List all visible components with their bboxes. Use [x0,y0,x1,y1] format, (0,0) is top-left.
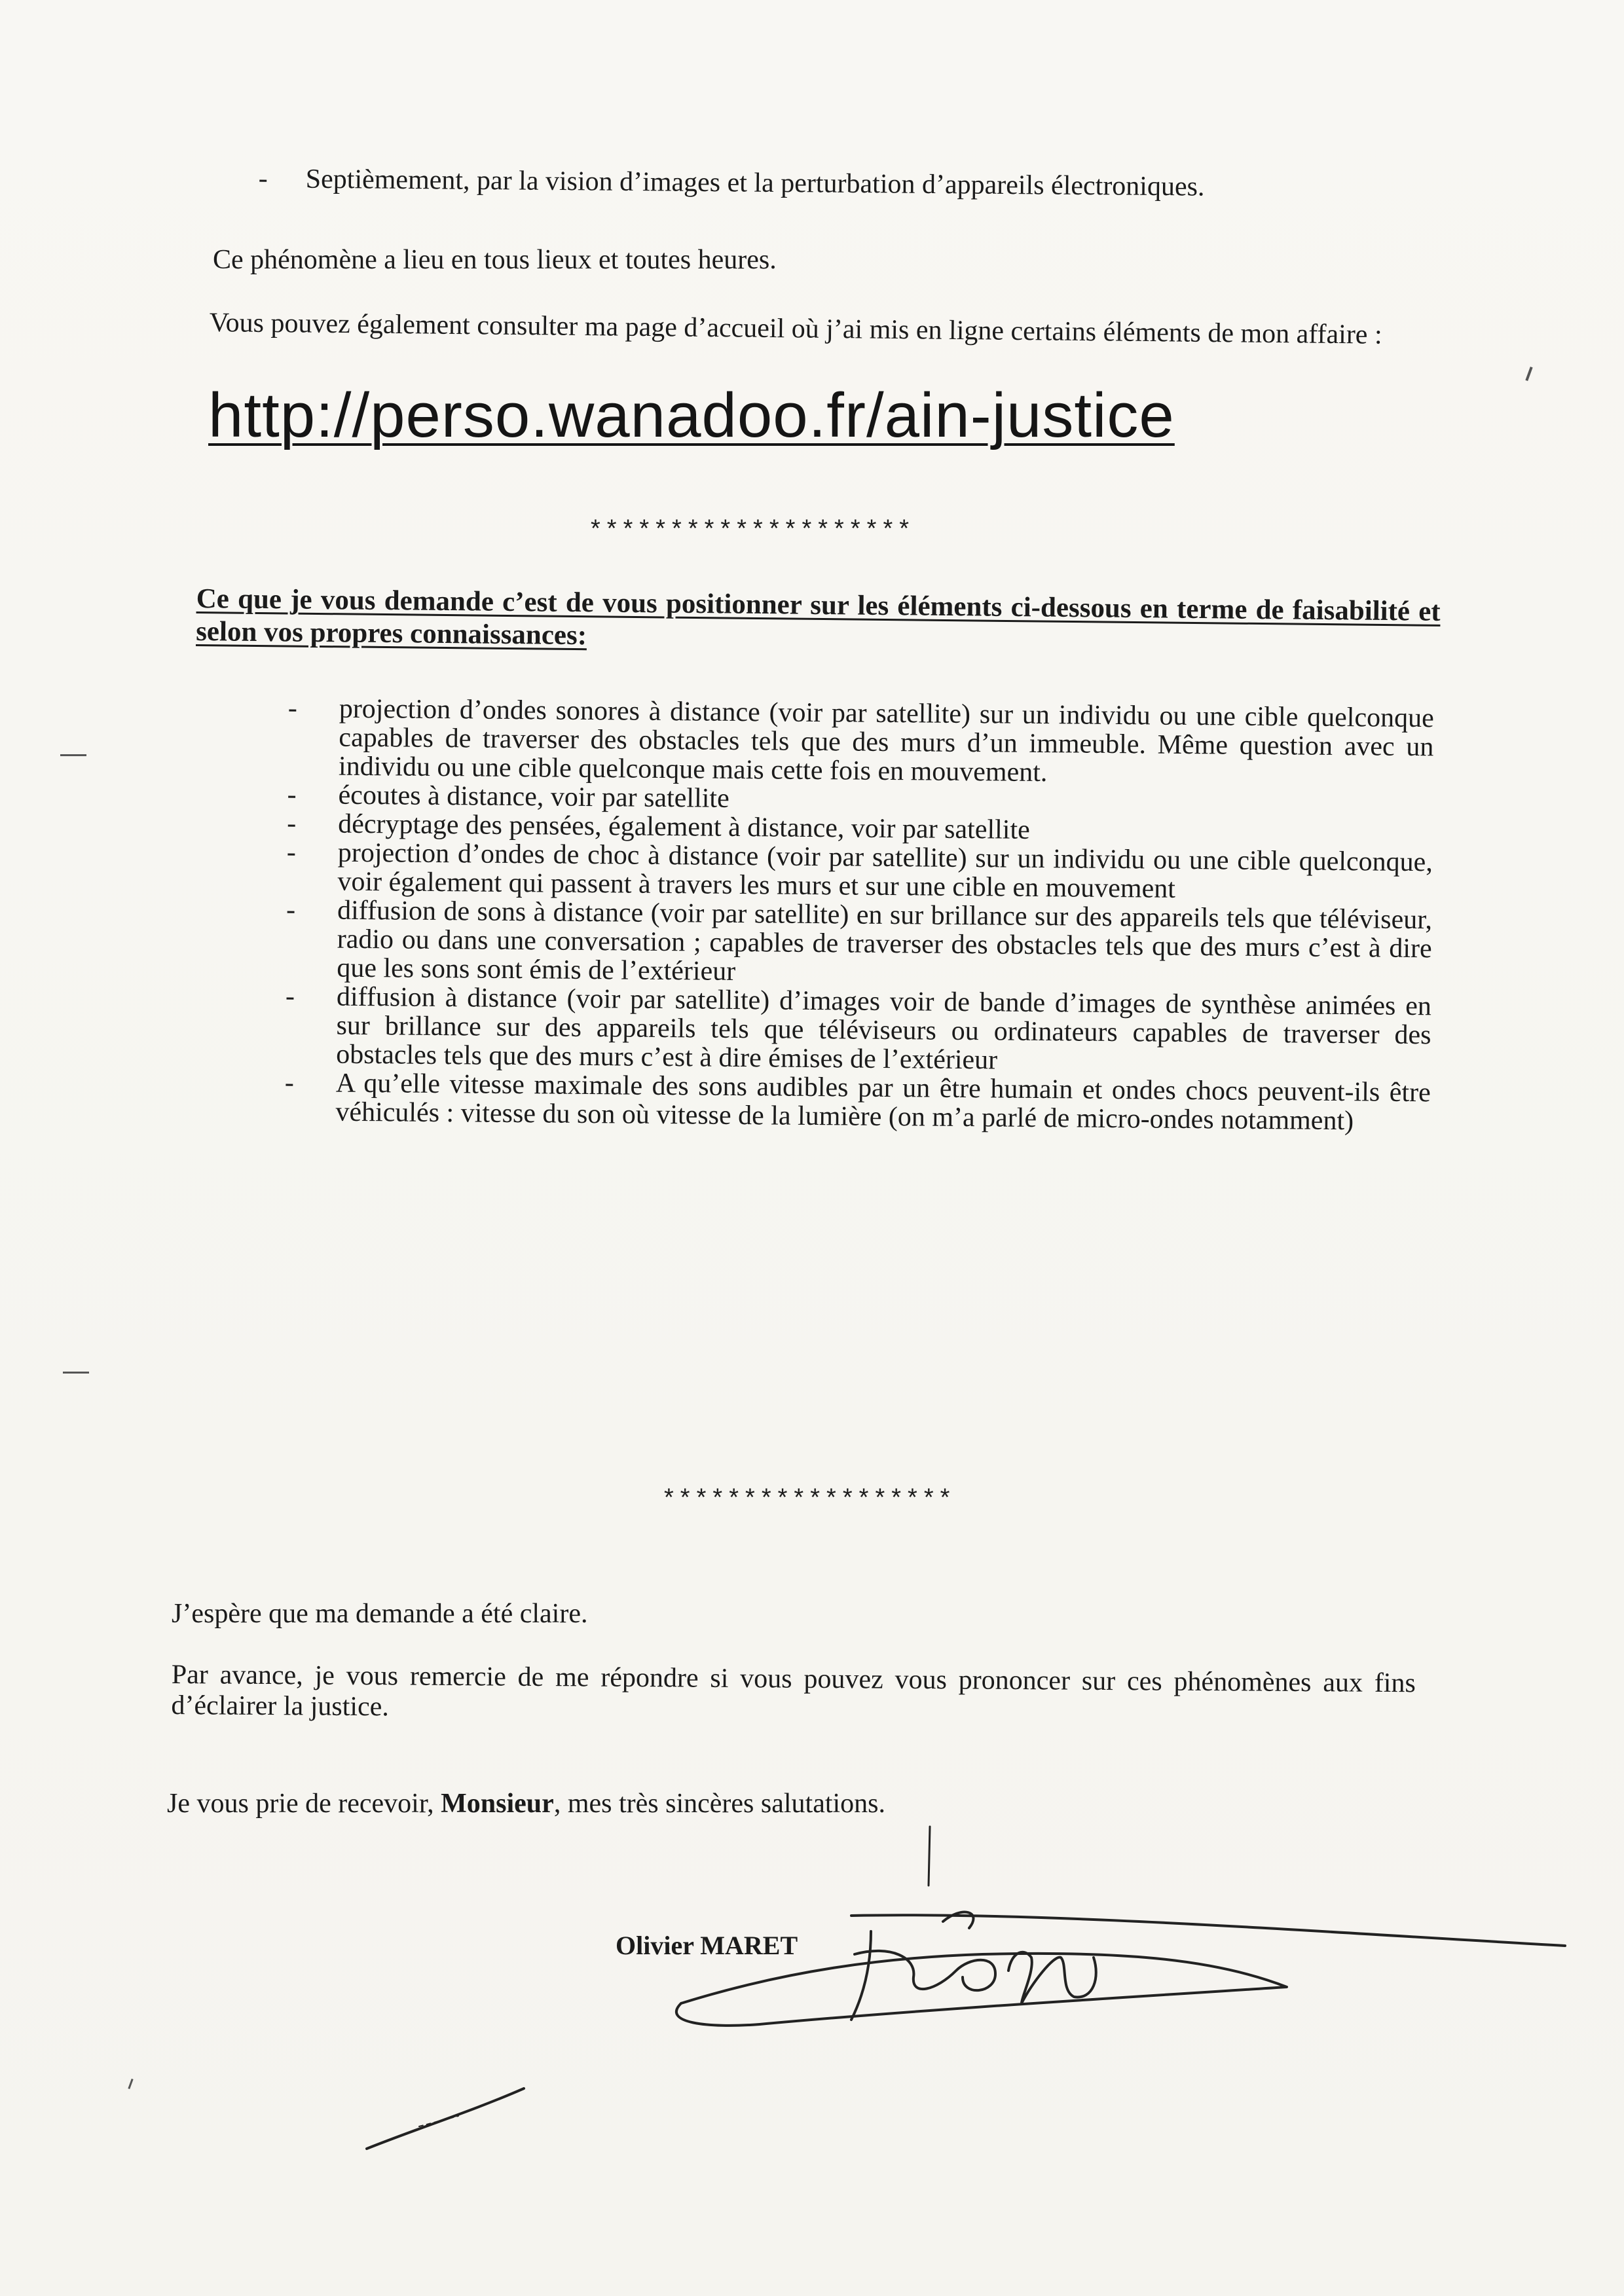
list-item-text: diffusion de sons à distance (voir par satellite) en sur brillance sur des appareils tels que téléviseur, radio ou dans une conversation ; capables de traverser des obstacles tels que des murs c’est à dire que les sons sont émis de l’extérieur [337,895,1433,987]
scan-mark [63,1372,89,1374]
signatory-name: Olivier MARET [616,1931,798,1960]
list-item-text: A qu’elle vitesse maximale des sons audibles par un être humain et ondes chocs peuvent-ils être véhiculés : vitesse du son où vitesse de la lumière (on m’a parlé de micro-ondes notamment) [335,1068,1431,1137]
request-heading: Ce que je vous demande c’est de vous positionner sur les éléments ci-dessous en terme de faisabilité et selon vos propres connaissances: [195,583,1441,651]
list-item-dash: - [287,808,297,839]
hope-sentence: J’espère que ma demande a été claire. [172,1599,588,1629]
list-item-text: projection d’ondes de choc à distance (voir par satellite) sur un individu ou une cible quelconque, voir également qui passent à travers les murs et sur une cible en mouvement [337,837,1433,904]
phenomenon-sentence: Ce phénomène a lieu en tous lieux et toutes heures. [213,245,777,275]
top-item-dash: - [258,163,268,194]
scan-mark [1525,367,1532,381]
list-item-dash: - [286,894,296,926]
questions-list [284,694,1434,1136]
closing-before: Je vous prie de recevoir, [167,1789,441,1819]
list-item-dash: - [284,1067,295,1099]
homepage-url[interactable]: http://perso.wanadoo.fr/ain-justice [208,380,1175,450]
list-item-text: projection d’ondes sonores à distance (voir par satellite) sur un individu ou une cible quelconque capables de traverser des obstacles tels que des murs d’un immeuble. Même question avec un individu ou une cible quelconque mais cette fois en mouvement. [338,693,1434,788]
list-item-text: écoutes à distance, voir par satellite [338,780,729,814]
separator-bottom: ****************** [661,1486,954,1514]
scan-mark [128,2079,133,2089]
separator-top: ******************** [588,517,913,545]
closing-sentence [167,1787,885,1820]
list-item-text: diffusion à distance (voir par satellite) d’images voir de bande d’images de synthèse animées en sur brillance sur des appareils tels que téléviseurs ou ordinateurs capables de traverser des obstacles tels que des murs c’est à dire émises de l’extérieur [335,981,1432,1076]
thanks-paragraph: Par avance, je vous remercie de me répondre si vous pouvez vous prononcer sur ces phénomènes aux fins d’éclairer la justice. [171,1660,1416,1722]
list-item [286,896,1432,992]
closing-salutation: Monsieur [441,1789,554,1819]
list-item-dash: - [287,779,297,811]
list-item-dash: - [286,837,297,868]
scan-mark [60,754,86,756]
list-item [284,1068,1431,1136]
closing-after: , mes très sincères salutations. [553,1789,886,1819]
homepage-intro: Vous pouvez également consulter ma page d’accueil où j’ai mis en ligne certains éléments de mon affaire : [209,308,1382,350]
list-item [286,838,1433,905]
top-item-text: Septièmement, par la vision d’images et la perturbation d’appareils électroniques. [305,164,1205,202]
list-item-text: décryptage des pensées, également à distance, voir par satellite [338,809,1030,845]
list-item-dash: - [285,981,295,1012]
top-item [259,162,1205,204]
list-item-dash: - [287,693,298,724]
list-item [287,694,1434,790]
list-item [285,982,1431,1078]
